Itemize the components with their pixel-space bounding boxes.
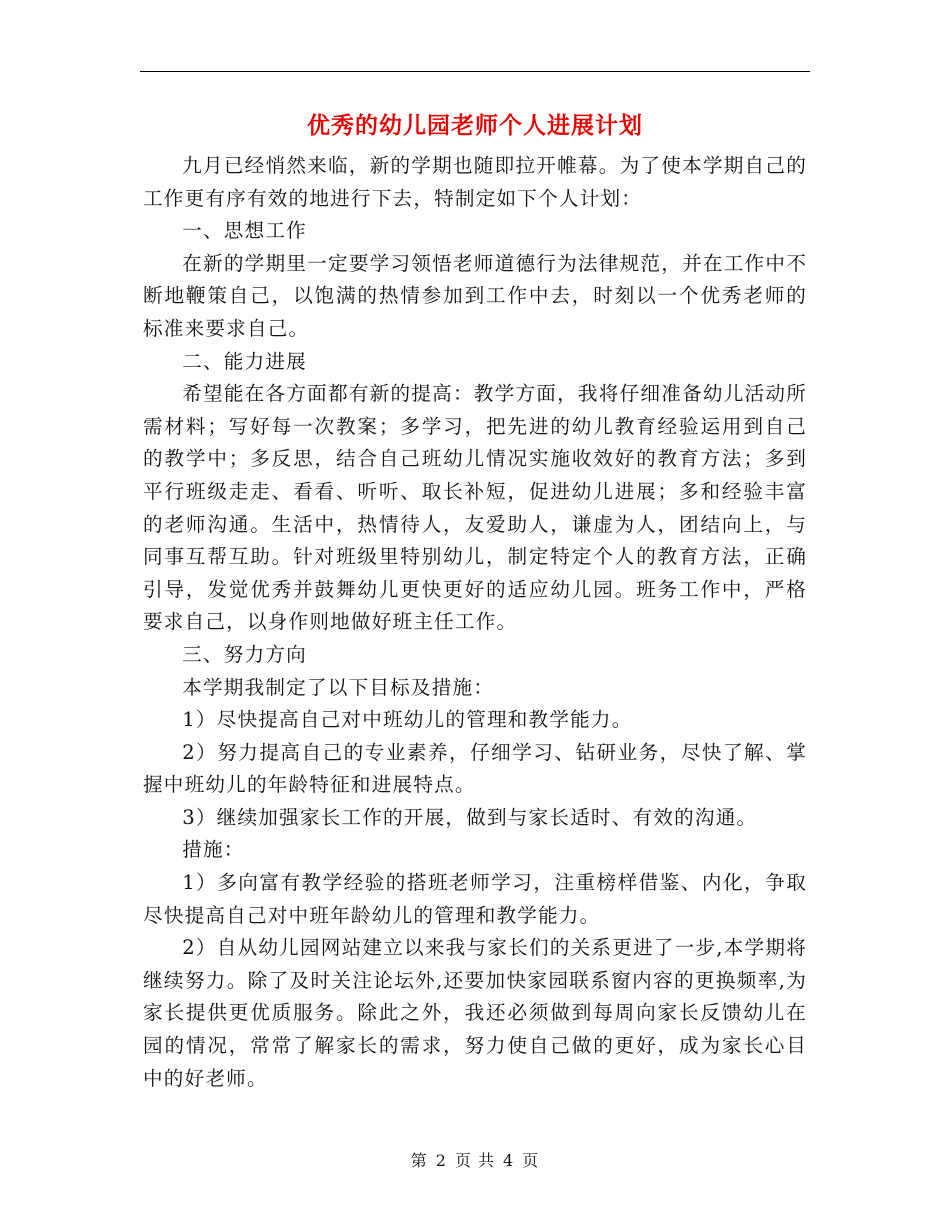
section-heading: 一、思想工作 (182, 219, 307, 243)
section-heading: 措施： (182, 838, 245, 862)
page-footer (0, 1148, 950, 1171)
header-rule (140, 71, 810, 72)
paragraph: 九月已经悄然来临，新的学期也随即拉开帷幕。为了使本学期自己的工作更有序有效的地进行下去，特制定如下个人计划： (143, 154, 807, 210)
section-heading: 三、努力方向 (182, 642, 307, 666)
list-item: 1）尽快提高自己对中班幼儿的管理和教学能力。 (182, 708, 633, 732)
paragraph: 希望能在各方面都有新的提高：教学方面，我将仔细准备幼儿活动所需材料；写好每一次教案；多学习，把先进的幼儿教育经验运用到自己的教学中；多反思，结合自己班幼儿情况实施收效好的教育方法；多到平行班级走走、看看、听听、取长补短，促进幼儿进展；多和经验丰富的老师沟通。生活中，热情待人，友爱助人，谦虚为人，团结向上，与同事互帮互助。针对班级里特别幼儿，制定特定个人的教育方法，正确引导，发觉优秀并鼓舞幼儿更快更好的适应幼儿园。班务工作中，严格要求自己，以身作则地做好班主任工作。 (143, 382, 807, 634)
footer-middle: 页 共 (454, 1151, 496, 1170)
document-body (143, 150, 807, 1095)
footer-total-pages: 4 (503, 1151, 515, 1170)
paragraph: 在新的学期里一定要学习领悟老师道德行为法律规范，并在工作中不断地鞭策自己，以饱满的热情参加到工作中去，时刻以一个优秀老师的标准来要求自己。 (143, 251, 807, 340)
footer-suffix: 页 (522, 1151, 540, 1170)
list-item: 1）多向富有教学经验的搭班老师学习，注重榜样借鉴、内化，争取尽快提高自己对中班年龄幼儿的管理和教学能力。 (143, 871, 807, 927)
list-item: 3）继续加强家长工作的开展，做到与家长适时、有效的沟通。 (182, 805, 758, 829)
list-item: 2）自从幼儿园网站建立以来我与家长们的关系更进了一步,本学期将继续努力。除了及时关注论坛外,还要加快家园联系窗内容的更换频率,为家长提供更优质服务。除此之外，我还必须做到每周向家长反馈幼儿在园的情况，常常了解家长的需求，努力使自己做的更好，成为家长心目中的好老师。 (143, 936, 807, 1090)
section-heading: 二、能力进展 (182, 349, 307, 373)
document-title: 优秀的幼儿园老师个人进展计划 (307, 112, 643, 139)
list-item: 2）努力提高自己的专业素养，仔细学习、钻研业务，尽快了解、掌握中班幼儿的年龄特征和进展特点。 (143, 740, 807, 797)
footer-prefix: 第 (410, 1151, 428, 1170)
paragraph: 本学期我制定了以下目标及措施： (182, 675, 495, 699)
footer-page-number: 2 (435, 1151, 447, 1170)
